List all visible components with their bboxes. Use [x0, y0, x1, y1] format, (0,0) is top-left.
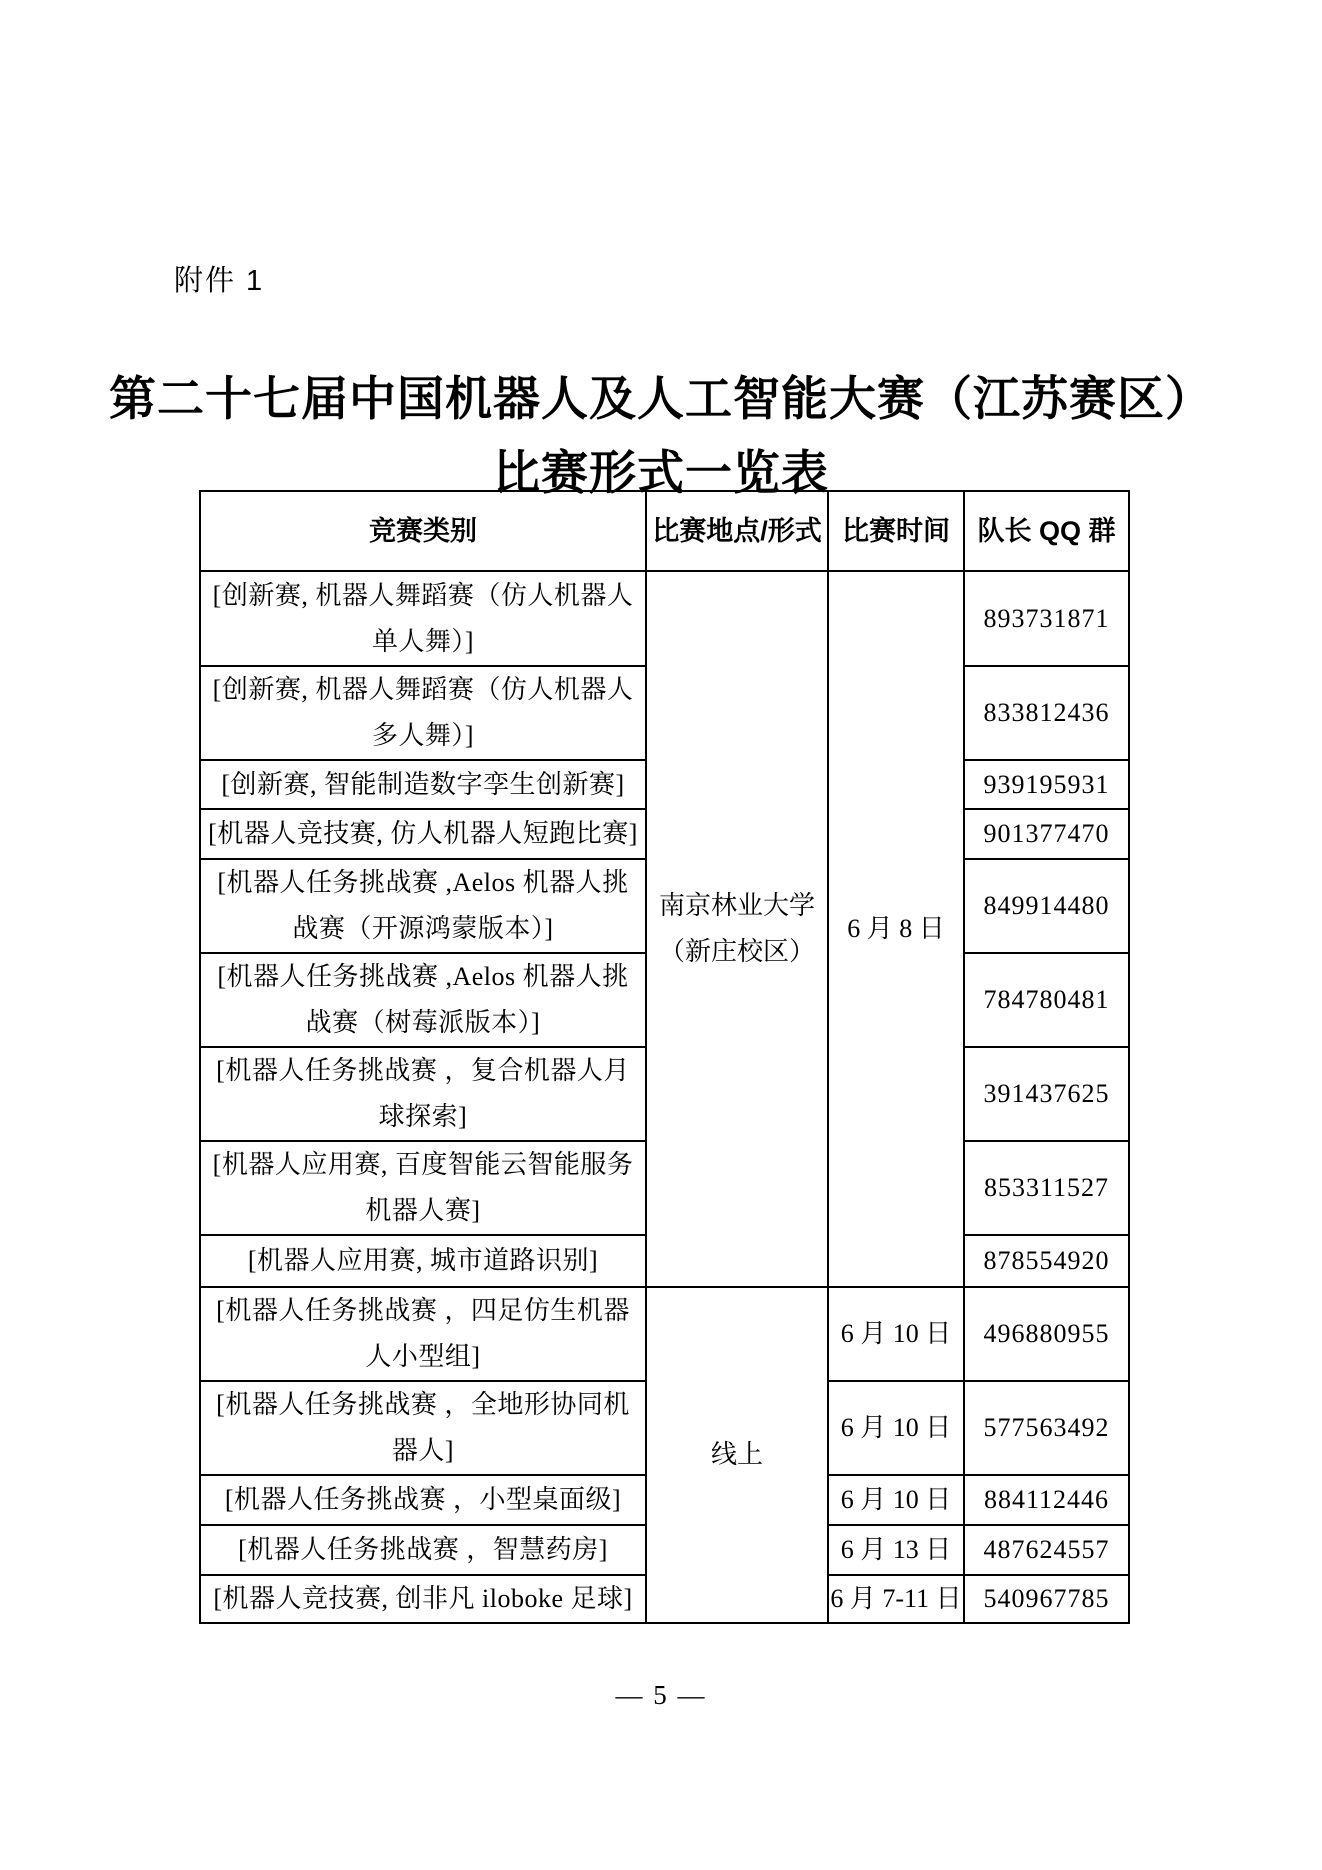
qq-cell: 784780481	[964, 953, 1129, 1047]
qq-cell: 893731871	[964, 571, 1129, 666]
table-row	[200, 571, 1129, 666]
category-cell: [机器人任务挑战赛 ，全地形协同机 器人]	[200, 1381, 646, 1475]
time-cell: 6 月 10 日	[828, 1287, 964, 1381]
competition-table	[199, 490, 1130, 1624]
qq-cell: 884112446	[964, 1475, 1129, 1525]
qq-cell: 878554920	[964, 1235, 1129, 1287]
qq-cell: 833812436	[964, 666, 1129, 760]
category-cell: [创新赛, 智能制造数字孪生创新赛]	[200, 760, 646, 809]
qq-cell: 487624557	[964, 1525, 1129, 1575]
category-cell: [机器人竞技赛, 仿人机器人短跑比赛]	[200, 809, 646, 859]
category-cell: [机器人任务挑战赛 ，智慧药房]	[200, 1525, 646, 1575]
category-cell: [机器人任务挑战赛 ,Aelos 机器人挑 战赛（开源鸿蒙版本）]	[200, 859, 646, 953]
time-cell-offline: 6 月 8 日	[828, 571, 964, 1287]
time-cell: 6 月 13 日	[828, 1525, 964, 1575]
qq-cell: 901377470	[964, 809, 1129, 859]
category-cell: [创新赛, 机器人舞蹈赛（仿人机器人 多人舞）]	[200, 666, 646, 760]
category-cell: [机器人任务挑战赛 ,Aelos 机器人挑 战赛（树莓派版本）]	[200, 953, 646, 1047]
header-category: 竞赛类别	[200, 491, 646, 571]
qq-cell: 496880955	[964, 1287, 1129, 1381]
qq-cell: 853311527	[964, 1141, 1129, 1235]
document-title-line2: 比赛形式一览表	[493, 448, 829, 500]
category-cell: [机器人任务挑战赛 ，小型桌面级]	[200, 1475, 646, 1525]
time-cell: 6 月 7-11 日	[828, 1575, 964, 1623]
document-title-line1: 第二十七届中国机器人及人工智能大赛（江苏赛区）	[109, 374, 1213, 426]
qq-cell: 577563492	[964, 1381, 1129, 1475]
attachment-label: 附件 1	[174, 265, 265, 297]
qq-cell: 939195931	[964, 760, 1129, 809]
table-row	[200, 1287, 1129, 1381]
header-qq: 队长 QQ 群	[964, 491, 1129, 571]
location-cell-offline: 南京林业大学 （新庄校区）	[646, 571, 828, 1287]
page-number: — 5 —	[615, 1680, 707, 1710]
qq-cell: 391437625	[964, 1047, 1129, 1141]
category-cell: [机器人竞技赛, 创非凡 iloboke 足球]	[200, 1575, 646, 1623]
category-cell: [机器人任务挑战赛 ，复合机器人月 球探索]	[200, 1047, 646, 1141]
time-cell: 6 月 10 日	[828, 1475, 964, 1525]
qq-cell: 849914480	[964, 859, 1129, 953]
category-cell: [机器人应用赛, 百度智能云智能服务 机器人赛]	[200, 1141, 646, 1235]
header-time: 比赛时间	[828, 491, 964, 571]
location-cell-online: 线上	[646, 1287, 828, 1623]
header-location: 比赛地点/形式	[646, 491, 828, 571]
category-cell: [机器人应用赛, 城市道路识别]	[200, 1235, 646, 1287]
time-cell: 6 月 10 日	[828, 1381, 964, 1475]
table-header-row	[200, 491, 1129, 571]
category-cell: [创新赛, 机器人舞蹈赛（仿人机器人 单人舞）]	[200, 571, 646, 666]
qq-cell: 540967785	[964, 1575, 1129, 1623]
category-cell: [机器人任务挑战赛 ，四足仿生机器 人小型组]	[200, 1287, 646, 1381]
